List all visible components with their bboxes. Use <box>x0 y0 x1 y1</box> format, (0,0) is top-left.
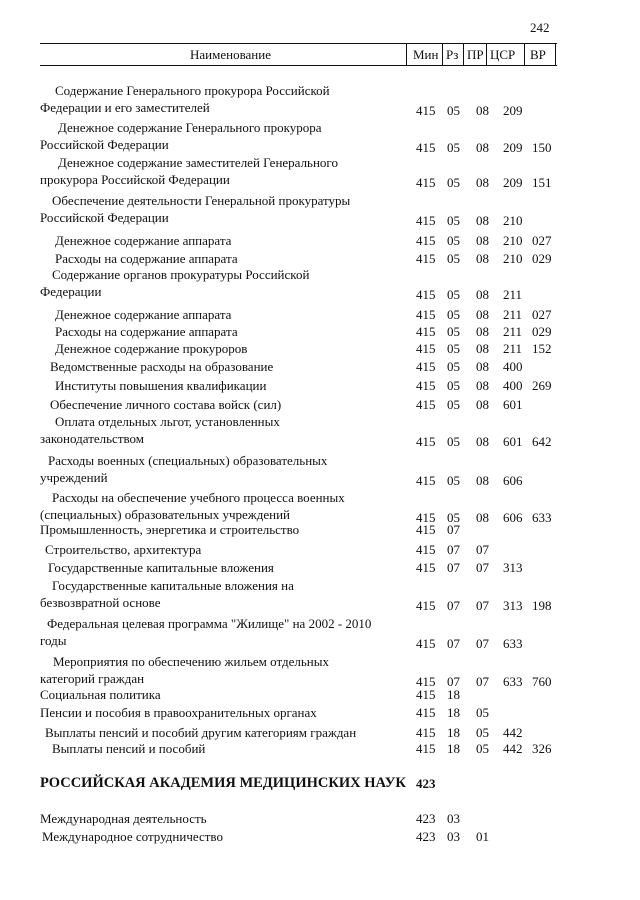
row-name <box>40 810 207 827</box>
row-name-line: Институты повышения квалификации <box>55 378 267 393</box>
cell-pr: 08 <box>476 140 489 155</box>
cell-rz: 07 <box>447 636 460 651</box>
header-divider <box>442 44 443 65</box>
row-name <box>40 266 309 300</box>
row-name-line: Выплаты пенсий и пособий другим категориям граждан <box>45 725 357 740</box>
row-name-line: Обеспечение деятельности Генеральной прокуратуры <box>52 193 351 208</box>
cell-min: 415 <box>416 103 436 118</box>
cell-vr: 150 <box>532 140 552 155</box>
cell-rz: 05 <box>447 473 460 488</box>
cell-min: 415 <box>416 636 436 651</box>
row-name <box>40 323 238 340</box>
table-header <box>40 43 557 66</box>
cell-min: 415 <box>416 251 436 266</box>
cell-pr: 08 <box>476 473 489 488</box>
row-name-line: Пенсии и пособия в правоохранительных органах <box>40 705 317 720</box>
cell-vr: 198 <box>532 598 552 613</box>
cell-csr: 606 <box>503 510 523 525</box>
cell-rz: 07 <box>447 560 460 575</box>
cell-pr: 08 <box>476 307 489 322</box>
cell-csr: 633 <box>503 674 523 689</box>
row-name <box>40 413 280 447</box>
cell-vr: 029 <box>532 324 552 339</box>
cell-min: 423 <box>416 811 436 826</box>
row-name-line: Социальная политика <box>40 687 161 702</box>
row-name-line: Оплата отдельных льгот, установленных <box>55 414 280 429</box>
cell-rz: 05 <box>447 324 460 339</box>
row-name-line: Расходы на содержание аппарата <box>55 251 238 266</box>
cell-csr: 210 <box>503 213 523 228</box>
cell-rz: 05 <box>447 510 460 525</box>
row-name <box>40 489 345 523</box>
row-name <box>40 192 350 226</box>
cell-min: 415 <box>416 741 436 756</box>
cell-min: 415 <box>416 359 436 374</box>
cell-pr: 07 <box>476 542 489 557</box>
cell-csr: 209 <box>503 140 523 155</box>
header-rz: Рз <box>446 47 459 62</box>
header-divider <box>486 44 487 65</box>
cell-csr: 209 <box>503 103 523 118</box>
cell-min: 423 <box>416 776 436 791</box>
cell-rz: 05 <box>447 397 460 412</box>
row-name-line: безвозвратной основе <box>40 595 161 610</box>
row-name-line: Расходы военных (специальных) образовательных <box>48 453 328 468</box>
cell-csr: 209 <box>503 175 523 190</box>
cell-rz: 18 <box>447 687 460 702</box>
cell-min: 415 <box>416 522 436 537</box>
cell-min: 415 <box>416 510 436 525</box>
row-name <box>40 154 338 188</box>
row-name <box>40 232 231 249</box>
cell-pr: 08 <box>476 233 489 248</box>
cell-rz: 05 <box>447 341 460 356</box>
cell-csr: 210 <box>503 251 523 266</box>
row-name-line: (специальных) образовательных учреждений <box>40 507 291 522</box>
header-divider <box>406 44 407 65</box>
cell-rz: 07 <box>447 674 460 689</box>
cell-rz: 05 <box>447 233 460 248</box>
cell-min: 415 <box>416 687 436 702</box>
cell-min: 415 <box>416 725 436 740</box>
header-divider <box>555 44 556 65</box>
row-name <box>40 577 294 611</box>
cell-min: 415 <box>416 307 436 322</box>
cell-pr: 08 <box>476 359 489 374</box>
cell-rz: 05 <box>447 378 460 393</box>
row-name <box>40 653 329 687</box>
cell-rz: 05 <box>447 287 460 302</box>
row-name-line: Строительство, архитектура <box>45 542 202 557</box>
cell-pr: 08 <box>476 251 489 266</box>
cell-rz: 05 <box>447 251 460 266</box>
cell-pr: 08 <box>476 287 489 302</box>
cell-pr: 08 <box>476 324 489 339</box>
row-name <box>40 521 299 538</box>
cell-csr: 211 <box>503 324 523 339</box>
row-name-line: Содержание органов прокуратуры Российской <box>52 267 310 282</box>
cell-min: 415 <box>416 542 436 557</box>
row-name-line: Расходы на обеспечение учебного процесса военных <box>52 490 345 505</box>
cell-pr: 05 <box>476 741 489 756</box>
cell-csr: 211 <box>503 307 523 322</box>
cell-vr: 633 <box>532 510 552 525</box>
row-name <box>40 358 273 375</box>
cell-vr: 152 <box>532 341 552 356</box>
row-name <box>40 828 223 845</box>
cell-csr: 442 <box>503 725 523 740</box>
cell-pr: 07 <box>476 674 489 689</box>
cell-vr: 760 <box>532 674 552 689</box>
row-name-line: Российской Федерации <box>40 137 169 152</box>
cell-rz: 03 <box>447 811 460 826</box>
row-name <box>40 724 356 741</box>
cell-csr: 442 <box>503 741 523 756</box>
cell-rz: 05 <box>447 103 460 118</box>
row-name-line: Государственные капитальные вложения <box>48 560 274 575</box>
cell-min: 415 <box>416 560 436 575</box>
cell-pr: 08 <box>476 510 489 525</box>
row-name-line: Расходы на содержание аппарата <box>55 324 238 339</box>
row-name <box>40 559 274 576</box>
cell-csr: 211 <box>503 341 523 356</box>
row-name-line: Ведомственные расходы на образование <box>50 359 274 374</box>
cell-min: 415 <box>416 434 436 449</box>
cell-csr: 400 <box>503 378 523 393</box>
row-name-line: Денежное содержание аппарата <box>55 307 232 322</box>
cell-pr: 08 <box>476 213 489 228</box>
row-name-line: Федерации <box>40 284 102 299</box>
cell-min: 415 <box>416 598 436 613</box>
row-name-line: Международное сотрудничество <box>42 829 223 844</box>
cell-pr: 08 <box>476 175 489 190</box>
cell-rz: 05 <box>447 213 460 228</box>
row-name <box>40 82 330 116</box>
cell-vr: 151 <box>532 175 552 190</box>
row-name <box>40 615 371 649</box>
cell-min: 415 <box>416 175 436 190</box>
row-name-line: Государственные капитальные вложения на <box>52 578 294 593</box>
cell-rz: 05 <box>447 307 460 322</box>
row-name-line: Российской Федерации <box>40 210 169 225</box>
cell-rz: 07 <box>447 542 460 557</box>
cell-pr: 05 <box>476 725 489 740</box>
cell-csr: 210 <box>503 233 523 248</box>
row-name-line: Федеральная целевая программа "Жилище" на 2002 - 2010 <box>47 616 372 631</box>
cell-min: 415 <box>416 705 436 720</box>
cell-pr: 07 <box>476 598 489 613</box>
cell-min: 415 <box>416 378 436 393</box>
cell-csr: 633 <box>503 636 523 651</box>
cell-csr: 601 <box>503 434 523 449</box>
row-name-line: Выплаты пенсий и пособий <box>52 741 206 756</box>
header-vr: ВР <box>530 47 546 62</box>
cell-min: 415 <box>416 140 436 155</box>
cell-min: 415 <box>416 287 436 302</box>
row-name-line: Международная деятельность <box>40 811 207 826</box>
row-name <box>40 541 201 558</box>
cell-min: 415 <box>416 324 436 339</box>
header-csr: ЦСР <box>490 47 516 62</box>
cell-rz: 07 <box>447 522 460 537</box>
cell-rz: 05 <box>447 175 460 190</box>
cell-csr: 211 <box>503 287 523 302</box>
cell-min: 415 <box>416 473 436 488</box>
header-min: Мин <box>413 47 439 62</box>
cell-vr: 642 <box>532 434 552 449</box>
row-name-line: Мероприятия по обеспечению жильем отдельных <box>53 654 329 669</box>
cell-pr: 08 <box>476 103 489 118</box>
row-name-line: Денежное содержание аппарата <box>55 233 232 248</box>
cell-vr: 269 <box>532 378 552 393</box>
row-name <box>40 740 205 757</box>
cell-vr: 029 <box>532 251 552 266</box>
header-divider <box>463 44 464 65</box>
cell-min: 415 <box>416 397 436 412</box>
row-name <box>40 340 247 357</box>
cell-csr: 400 <box>503 359 523 374</box>
cell-csr: 313 <box>503 598 523 613</box>
cell-pr: 08 <box>476 397 489 412</box>
cell-rz: 18 <box>447 705 460 720</box>
row-name-line: Федерации и его заместителей <box>40 100 210 115</box>
row-name-line: прокурора Российской Федерации <box>40 172 230 187</box>
row-name-line: законодательством <box>40 431 145 446</box>
cell-rz: 03 <box>447 829 460 844</box>
row-name <box>40 452 327 486</box>
row-name-line: Денежное содержание прокуроров <box>55 341 248 356</box>
row-name-line: Содержание Генерального прокурора Российской <box>55 83 330 98</box>
cell-pr: 01 <box>476 829 489 844</box>
page-number: 242 <box>530 20 550 35</box>
cell-min: 415 <box>416 213 436 228</box>
row-name-line: Обеспечение личного состава войск (сил) <box>50 397 282 412</box>
row-name <box>40 704 317 721</box>
row-name <box>40 686 161 703</box>
row-name <box>40 119 322 153</box>
cell-rz: 18 <box>447 725 460 740</box>
row-name-line: Денежное содержание заместителей Генерального <box>58 155 338 170</box>
cell-csr: 313 <box>503 560 523 575</box>
cell-csr: 606 <box>503 473 523 488</box>
row-name-line: учреждений <box>40 470 108 485</box>
row-name <box>40 250 238 267</box>
header-pr: ПР <box>467 47 484 62</box>
cell-pr: 08 <box>476 378 489 393</box>
cell-rz: 05 <box>447 140 460 155</box>
row-name <box>40 396 281 413</box>
cell-vr: 326 <box>532 741 552 756</box>
row-name-line: Промышленность, энергетика и строительство <box>40 522 300 537</box>
row-name <box>40 775 406 792</box>
row-name-line: Денежное содержание Генерального прокурора <box>58 120 322 135</box>
cell-min: 423 <box>416 829 436 844</box>
cell-min: 415 <box>416 341 436 356</box>
cell-vr: 027 <box>532 233 552 248</box>
row-name-line: РОССИЙСКАЯ АКАДЕМИЯ МЕДИЦИНСКИХ НАУК <box>40 775 406 791</box>
row-name-line: категорий граждан <box>40 671 145 686</box>
header-divider <box>524 44 525 65</box>
row-name <box>40 306 231 323</box>
cell-min: 415 <box>416 674 436 689</box>
cell-csr: 601 <box>503 397 523 412</box>
cell-rz: 05 <box>447 434 460 449</box>
cell-pr: 08 <box>476 341 489 356</box>
row-name <box>40 377 266 394</box>
cell-rz: 18 <box>447 741 460 756</box>
header-name: Наименование <box>190 47 271 62</box>
cell-min: 415 <box>416 233 436 248</box>
cell-pr: 07 <box>476 636 489 651</box>
cell-vr: 027 <box>532 307 552 322</box>
cell-rz: 05 <box>447 359 460 374</box>
cell-pr: 05 <box>476 705 489 720</box>
row-name-line: годы <box>40 633 67 648</box>
cell-rz: 07 <box>447 598 460 613</box>
cell-pr: 07 <box>476 560 489 575</box>
cell-pr: 08 <box>476 434 489 449</box>
